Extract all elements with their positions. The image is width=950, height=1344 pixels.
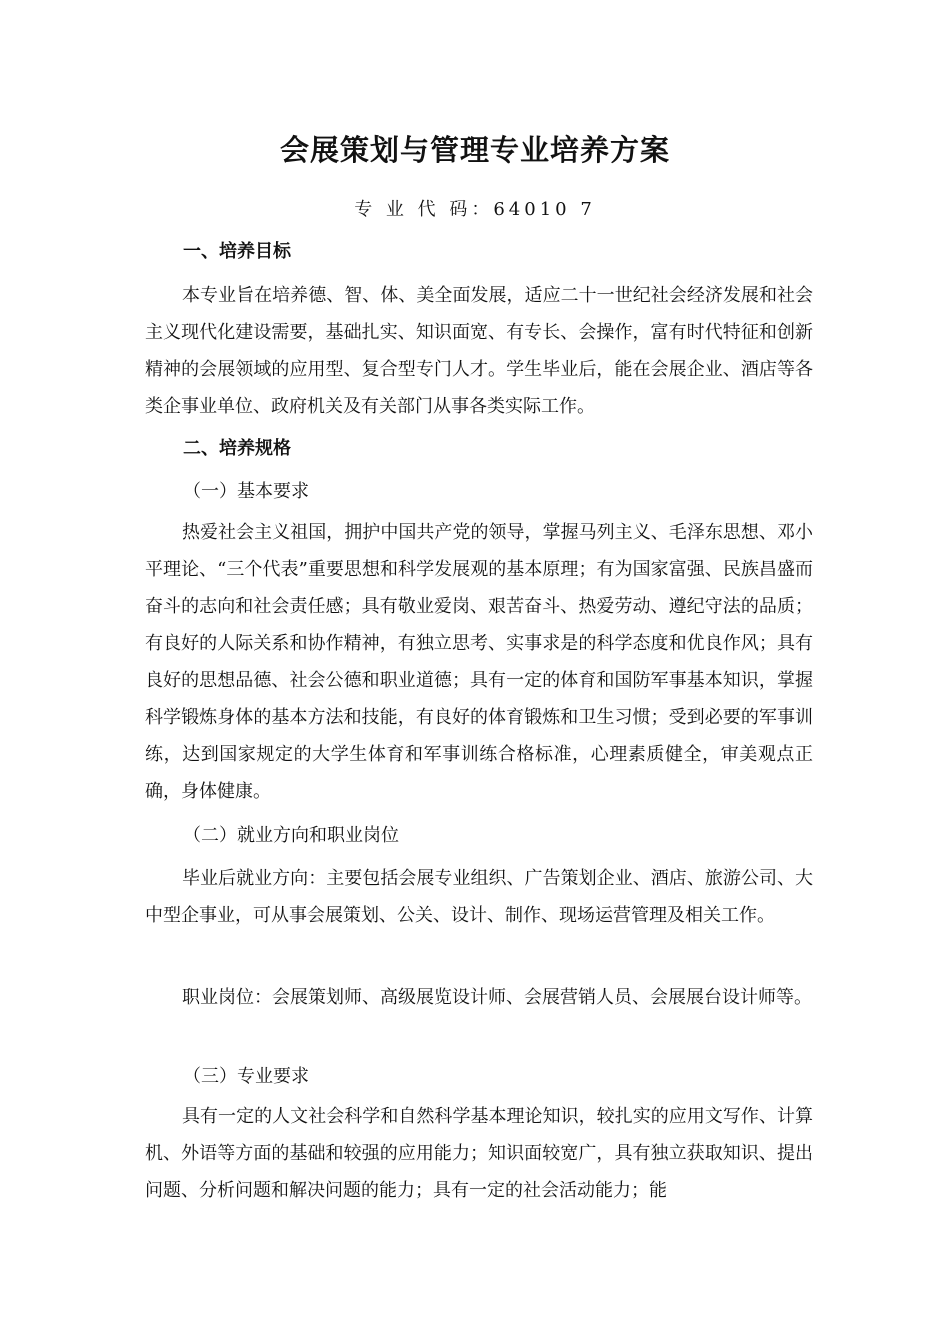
document-title: 会展策划与管理专业培养方案: [279, 133, 670, 167]
subheading-employment: （二）就业方向和职业岗位: [183, 825, 399, 846]
paragraph-job-positions: 职业岗位：会展策划师、高级展览设计师、会展营销人员、会展展台设计师等。: [182, 987, 812, 1008]
paragraph-training-goal: 本专业旨在培养德、智、体、美全面发展，适应二十一世纪社会经济发展和社会主义现代化建设需要，基础扎实、知识面宽、有专长、会操作，富有时代特征和创新精神的会展领域的应用型、复合型专门人才。学生毕业后，能在会展企业、酒店等各类企事业单位、政府机关及有关部门从事各类实际工作。: [145, 285, 813, 417]
subheading-professional-requirements: （三）专业要求: [183, 1066, 309, 1087]
section-heading-training-goal: 一、培养目标: [183, 241, 291, 262]
paragraph-basic-requirements: 热爱社会主义祖国，拥护中国共产党的领导，掌握马列主义、毛泽东思想、邓小平理论、“三个代表”重要思想和科学发展观的基本原理；有为国家富强、民族昌盛而奋斗的志向和社会责任感；具有敬业爱岗、艰苦奋斗、热爱劳动、遵纪守法的品质；有良好的人际关系和协作精神，有独立思考、实事求是的科学态度和优良作风；具有良好的思想品德、社会公德和职业道德；具有一定的体育和国防军事基本知识，掌握科学锻炼身体的基本方法和技能，有良好的体育锻炼和卫生习惯；受到必要的军事训练，达到国家规定的大学生体育和军事训练合格标准，心理素质健全，审美观点正确，身体健康。: [145, 522, 813, 802]
major-code: 专 业 代 码：64010 7: [354, 199, 596, 220]
section-heading-training-spec: 二、培养规格: [183, 438, 291, 459]
paragraph-employment-direction: 毕业后就业方向：主要包括会展专业组织、广告策划企业、酒店、旅游公司、大中型企事业，可从事会展策划、公关、设计、制作、现场运营管理及相关工作。: [145, 868, 813, 926]
paragraph-professional-requirements: 具有一定的人文社会科学和自然科学基本理论知识，较扎实的应用文写作、计算机、外语等方面的基础和较强的应用能力；知识面较宽广，具有独立获取知识、提出问题、分析问题和解决问题的能力；具有一定的社会活动能力；能: [145, 1106, 813, 1201]
subheading-basic-requirements: （一）基本要求: [183, 481, 309, 502]
